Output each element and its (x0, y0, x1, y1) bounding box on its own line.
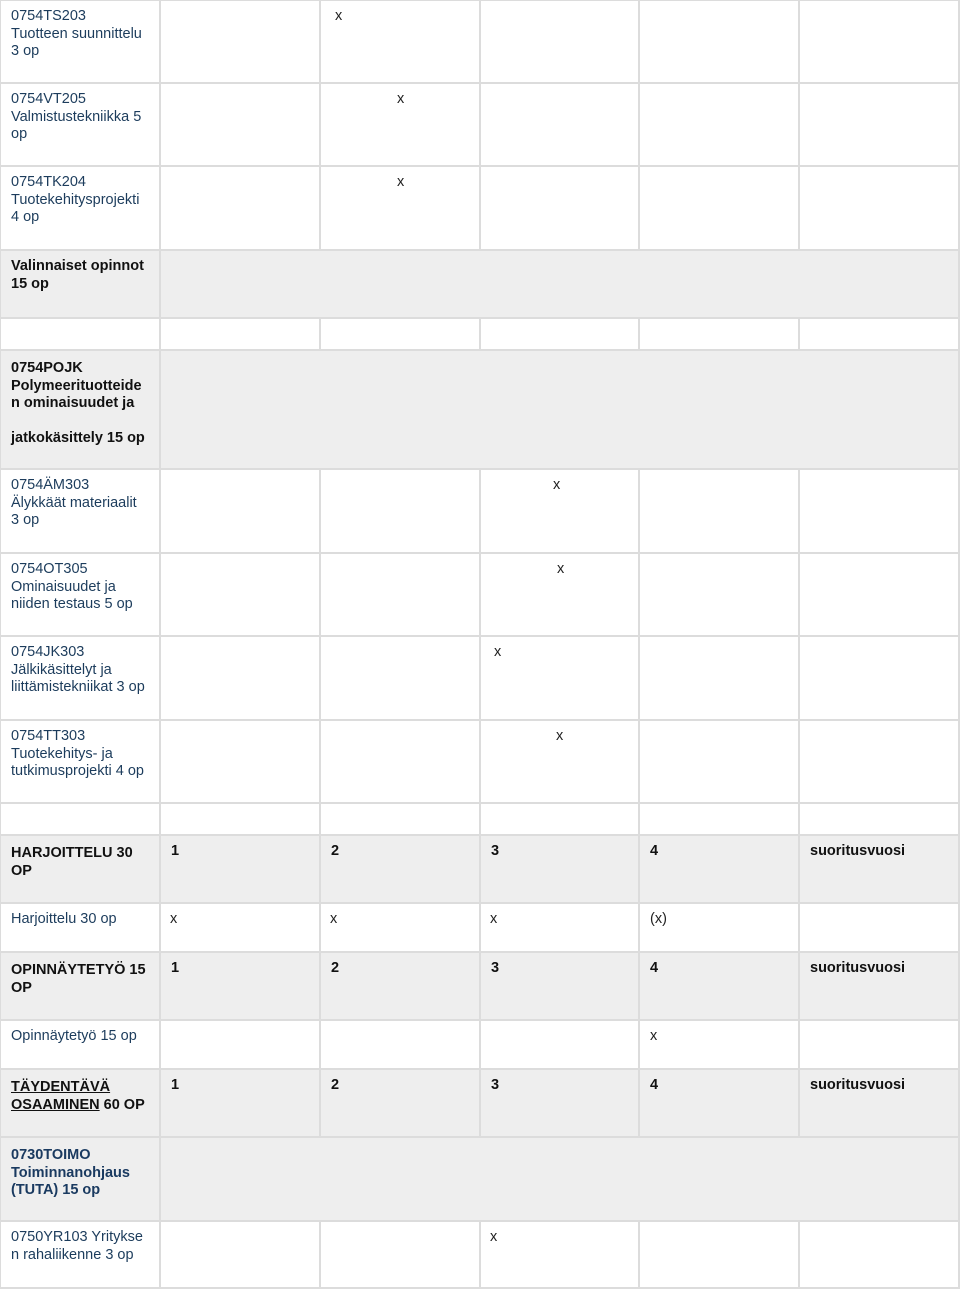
section-header-row (0, 953, 960, 1021)
table-row (0, 470, 960, 554)
year-mark: x (490, 1229, 498, 1245)
year-mark: x (494, 644, 502, 660)
section-title: HARJOITTELU 30 OP (11, 845, 133, 879)
course-label: Opinnäytetyö 15 op (11, 1028, 137, 1044)
course-label: 0754TS203 Tuotteen suunnittelu 3 op (11, 8, 142, 59)
table-row (0, 554, 960, 637)
section-header-row (0, 251, 960, 319)
table-row (0, 637, 960, 721)
section-title: OPINNÄYTETYÖ 15 OP (11, 962, 146, 996)
spacer-row (0, 804, 960, 836)
section-title: 0754POJK Polymeerituotteide n ominaisuudet ja jatkokäsittely 15 op (11, 360, 145, 446)
year-mark: x (397, 91, 405, 107)
section-title: TÄYDENTÄVÄ OSAAMINEN 60 OP (11, 1079, 145, 1113)
year-header: 3 (491, 843, 500, 859)
year-mark: x (330, 911, 338, 927)
completion-year-header: suoritusvuosi (810, 1077, 906, 1093)
table-row (0, 0, 960, 84)
year-header: 3 (491, 960, 500, 976)
table-row (0, 1222, 960, 1289)
year-header: 2 (331, 1077, 340, 1093)
year-header: 1 (171, 1077, 180, 1093)
course-label: 0750YR103 Yritykse n rahaliikenne 3 op (11, 1229, 143, 1263)
year-mark: x (553, 477, 561, 493)
year-header: 4 (650, 1077, 659, 1093)
course-label: 0754OT305 Ominaisuudet ja niiden testaus 5 op (11, 561, 133, 612)
course-label: Harjoittelu 30 op (11, 911, 117, 927)
section-title: 0730TOIMO Toiminnanohjaus (TUTA) 15 op (11, 1147, 130, 1198)
completion-year-header: suoritusvuosi (810, 960, 906, 976)
table-row (0, 1021, 960, 1070)
course-label: 0754VT205 Valmistustekniikka 5 op (11, 91, 142, 142)
spacer-row (0, 319, 960, 351)
table-row (0, 904, 960, 953)
year-mark: x (397, 174, 405, 190)
year-mark: (x) (650, 911, 667, 927)
year-header: 2 (331, 960, 340, 976)
year-mark: x (335, 8, 343, 24)
year-header: 2 (331, 843, 340, 859)
course-label: 0754TT303 Tuotekehitys- ja tutkimusprojekti 4 op (11, 728, 144, 779)
year-header: 1 (171, 843, 180, 859)
year-header: 3 (491, 1077, 500, 1093)
course-label: 0754JK303 Jälkikäsittelyt ja liittämistekniikat 3 op (11, 644, 145, 695)
year-mark: x (557, 561, 565, 577)
year-header: 4 (650, 843, 659, 859)
year-header: 1 (171, 960, 180, 976)
course-label: 0754TK204 Tuotekehitysprojekti 4 op (11, 174, 140, 225)
course-label: 0754ÄM303 Älykkäät materiaalit 3 op (11, 477, 137, 528)
completion-year-header: suoritusvuosi (810, 843, 906, 859)
table-row (0, 167, 960, 251)
year-header: 4 (650, 960, 659, 976)
year-mark: x (170, 911, 178, 927)
year-mark: x (650, 1028, 658, 1044)
section-header-row (0, 351, 960, 470)
table-row (0, 721, 960, 804)
year-mark: x (556, 728, 564, 744)
section-header-row (0, 1138, 960, 1222)
section-header-row (0, 836, 960, 904)
section-header-row (0, 1070, 960, 1138)
section-title: Valinnaiset opinnot 15 op (11, 258, 144, 292)
year-mark: x (490, 911, 498, 927)
table-row (0, 84, 960, 167)
